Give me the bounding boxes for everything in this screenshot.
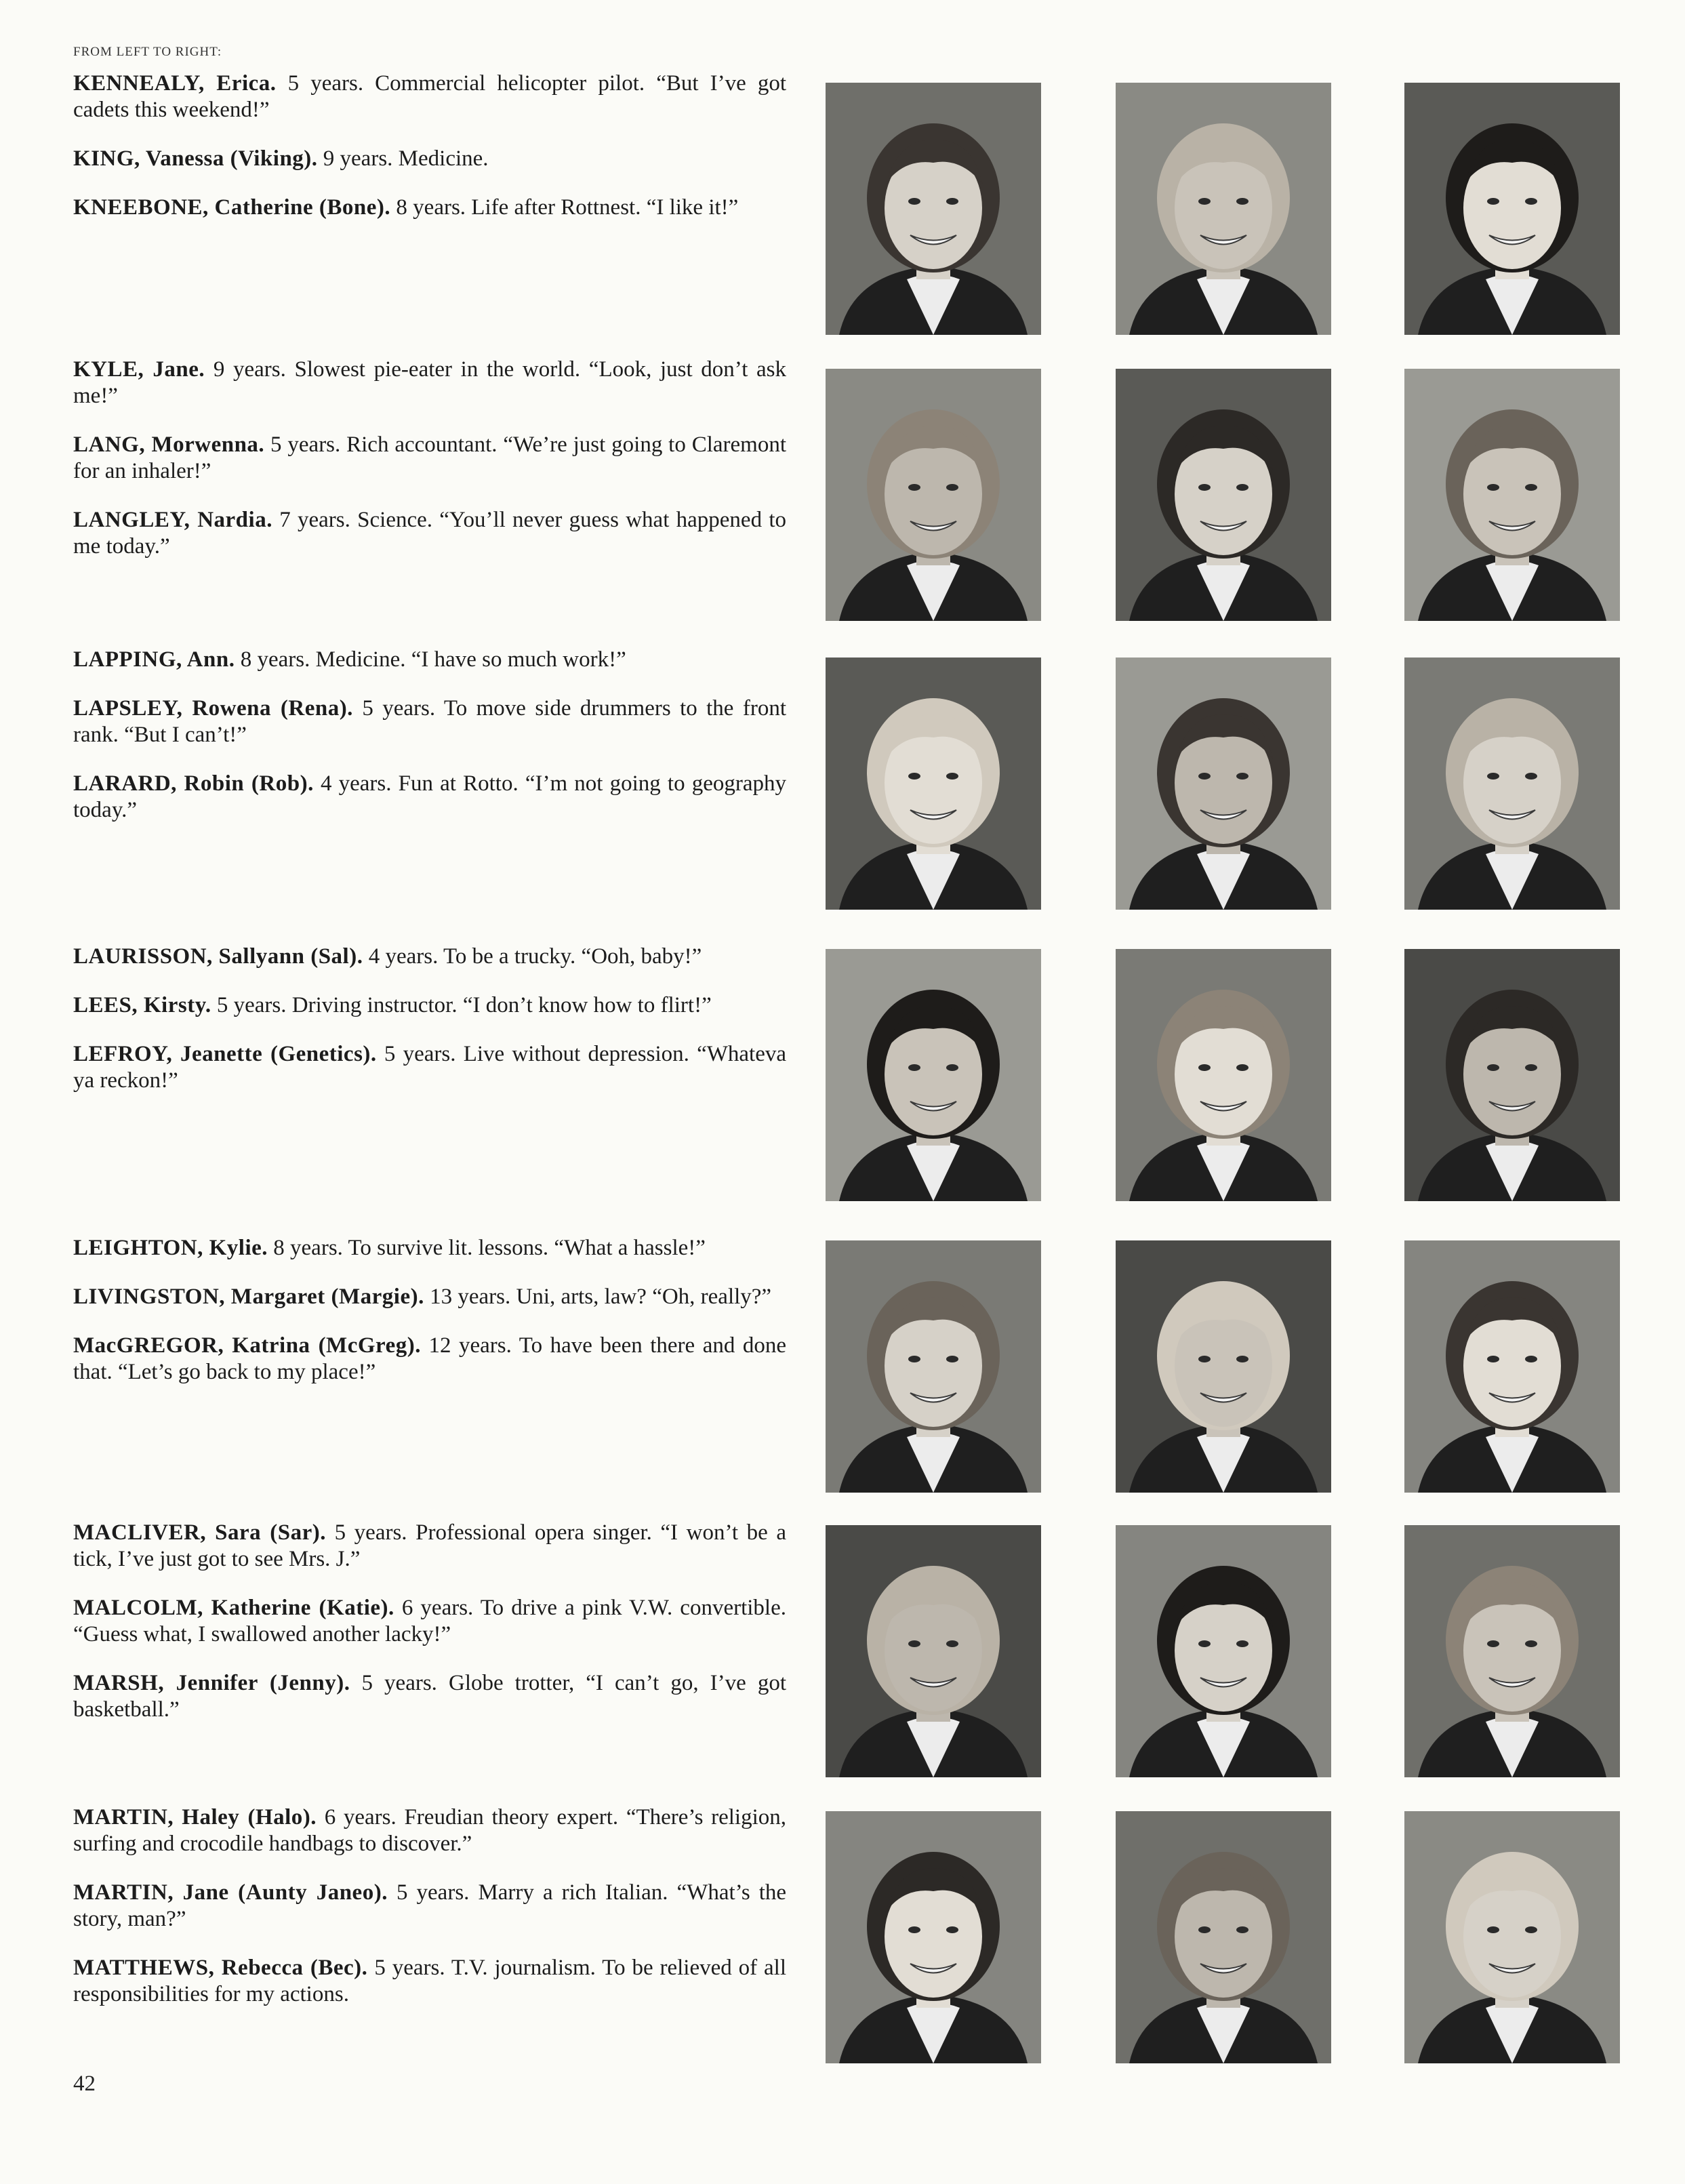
student-entry bbox=[73, 1520, 786, 1573]
student-details: 4 years. Fun at Rotto. “I’m not going to geography today.” bbox=[73, 771, 786, 822]
student-entry bbox=[73, 1284, 786, 1310]
student-portrait-photo bbox=[1116, 658, 1331, 910]
student-entry bbox=[73, 146, 786, 172]
student-name: LIVINGSTON, Margaret (Margie). bbox=[73, 1285, 424, 1309]
student-portrait-photo bbox=[826, 369, 1041, 621]
entries-group bbox=[73, 647, 786, 846]
student-details: 5 years. Driving instructor. “I don’t know how to flirt!” bbox=[216, 993, 712, 1017]
student-portrait-photo bbox=[826, 83, 1041, 335]
entries-group bbox=[73, 1520, 786, 1745]
student-details: 6 years. Freudian theory expert. “There’s religion, surfing and crocodile handbags to discover.” bbox=[73, 1805, 786, 1856]
entries-group bbox=[73, 357, 786, 582]
entries-group bbox=[73, 1235, 786, 1408]
page-number: 42 bbox=[73, 2071, 96, 2096]
student-entry bbox=[73, 70, 786, 123]
student-details: 9 years. Medicine. bbox=[323, 146, 489, 171]
student-entry bbox=[73, 771, 786, 824]
student-portrait-photo bbox=[1116, 83, 1331, 335]
student-portrait-photo bbox=[1404, 1525, 1620, 1777]
student-portrait-photo bbox=[1116, 949, 1331, 1201]
student-details: 8 years. To survive lit. lessons. “What a hassle!” bbox=[273, 1236, 706, 1260]
student-details: 5 years. Professional opera singer. “I won’t be a tick, I’ve just got to see Mrs. J.” bbox=[73, 1520, 786, 1571]
student-name: KYLE, Jane. bbox=[73, 357, 205, 382]
student-entry bbox=[73, 507, 786, 560]
student-name: KENNEALY, Erica. bbox=[73, 71, 277, 96]
student-name: MARTIN, Haley (Halo). bbox=[73, 1805, 317, 1829]
student-details: 5 years. To move side drummers to the front rank. “But I can’t!” bbox=[73, 696, 786, 747]
student-details: 9 years. Slowest pie-eater in the world. “Look, just don’t ask me!” bbox=[73, 357, 786, 408]
student-entry bbox=[73, 1670, 786, 1723]
student-name: MACLIVER, Sara (Sar). bbox=[73, 1520, 326, 1545]
student-name: LARARD, Robin (Rob). bbox=[73, 771, 314, 796]
student-name: LAPSLEY, Rowena (Rena). bbox=[73, 696, 353, 721]
student-name: LAPPING, Ann. bbox=[73, 647, 235, 672]
student-details: 7 years. Science. “You’ll never guess what happened to me today.” bbox=[73, 508, 787, 559]
student-name: KNEEBONE, Catherine (Bone). bbox=[73, 195, 391, 220]
student-portrait-photo bbox=[826, 658, 1041, 910]
student-entry bbox=[73, 1880, 786, 1933]
student-entry bbox=[73, 195, 786, 221]
student-name: LEFROY, Jeanette (Genetics). bbox=[73, 1042, 377, 1066]
student-name: LEES, Kirsty. bbox=[73, 993, 211, 1017]
student-entry bbox=[73, 357, 786, 409]
student-entry bbox=[73, 1333, 786, 1386]
student-portrait-photo bbox=[1404, 949, 1620, 1201]
student-portrait-photo bbox=[1404, 1811, 1620, 2063]
student-entry bbox=[73, 1041, 786, 1094]
student-name: MALCOLM, Katherine (Katie). bbox=[73, 1596, 394, 1620]
student-details: 8 years. Medicine. “I have so much work!” bbox=[240, 647, 626, 672]
student-portrait-photo bbox=[826, 1811, 1041, 2063]
student-details: 5 years. Commercial helicopter pilot. “But I’ve got cadets this weekend!” bbox=[73, 71, 786, 122]
student-entry bbox=[73, 944, 786, 970]
student-details: 5 years. Live without depression. “Whateva ya reckon!” bbox=[73, 1042, 786, 1093]
student-portrait-photo bbox=[826, 1525, 1041, 1777]
student-details: 6 years. To drive a pink V.W. convertible. “Guess what, I swallowed another lacky!” bbox=[73, 1596, 786, 1646]
entries-group bbox=[73, 1804, 786, 2030]
student-details: 5 years. Marry a rich Italian. “What’s the story, man?” bbox=[73, 1880, 787, 1931]
student-name: MARTIN, Jane (Aunty Janeo). bbox=[73, 1880, 388, 1905]
student-name: KING, Vanessa (Viking). bbox=[73, 146, 318, 171]
student-name: MacGREGOR, Katrina (McGreg). bbox=[73, 1333, 421, 1358]
student-details: 5 years. T.V. journalism. To be relieved of all responsibilities for my actions. bbox=[73, 1956, 787, 2006]
student-name: LEIGHTON, Kylie. bbox=[73, 1236, 268, 1260]
student-details: 5 years. Rich accountant. “We’re just going to Claremont for an inhaler!” bbox=[73, 432, 787, 483]
student-name: LANGLEY, Nardia. bbox=[73, 508, 272, 532]
student-name: LANG, Morwenna. bbox=[73, 432, 265, 457]
student-portrait-photo bbox=[1404, 658, 1620, 910]
student-portrait-photo bbox=[1116, 1240, 1331, 1493]
student-entry bbox=[73, 695, 786, 748]
student-name: MATTHEWS, Rebecca (Bec). bbox=[73, 1956, 368, 1980]
student-name: MARSH, Jennifer (Jenny). bbox=[73, 1671, 350, 1695]
student-details: 8 years. Life after Rottnest. “I like it!” bbox=[396, 195, 739, 220]
student-portrait-photo bbox=[826, 949, 1041, 1201]
student-entry bbox=[73, 1955, 786, 2008]
student-portrait-photo bbox=[1404, 369, 1620, 621]
student-portrait-photo bbox=[1404, 1240, 1620, 1493]
student-details: 4 years. To be a trucky. “Ooh, baby!” bbox=[368, 944, 702, 969]
student-portrait-photo bbox=[1404, 83, 1620, 335]
student-portrait-photo bbox=[826, 1240, 1041, 1493]
student-entry bbox=[73, 992, 786, 1019]
entries-group bbox=[73, 70, 786, 243]
entries-group bbox=[73, 944, 786, 1116]
student-portrait-photo bbox=[1116, 369, 1331, 621]
student-details: 5 years. Globe trotter, “I can’t go, I’ve got basketball.” bbox=[73, 1671, 786, 1722]
student-entry bbox=[73, 647, 786, 673]
caption-header: FROM LEFT TO RIGHT: bbox=[73, 45, 222, 59]
student-entry bbox=[73, 1595, 786, 1648]
student-entry bbox=[73, 1235, 786, 1261]
student-entry bbox=[73, 432, 786, 485]
student-name: LAURISSON, Sallyann (Sal). bbox=[73, 944, 363, 969]
student-details: 12 years. To have been there and done that. “Let’s go back to my place!” bbox=[73, 1333, 787, 1384]
student-details: 13 years. Uni, arts, law? “Oh, really?” bbox=[430, 1285, 772, 1309]
student-portrait-photo bbox=[1116, 1525, 1331, 1777]
student-portrait-photo bbox=[1116, 1811, 1331, 2063]
student-entry bbox=[73, 1804, 786, 1857]
